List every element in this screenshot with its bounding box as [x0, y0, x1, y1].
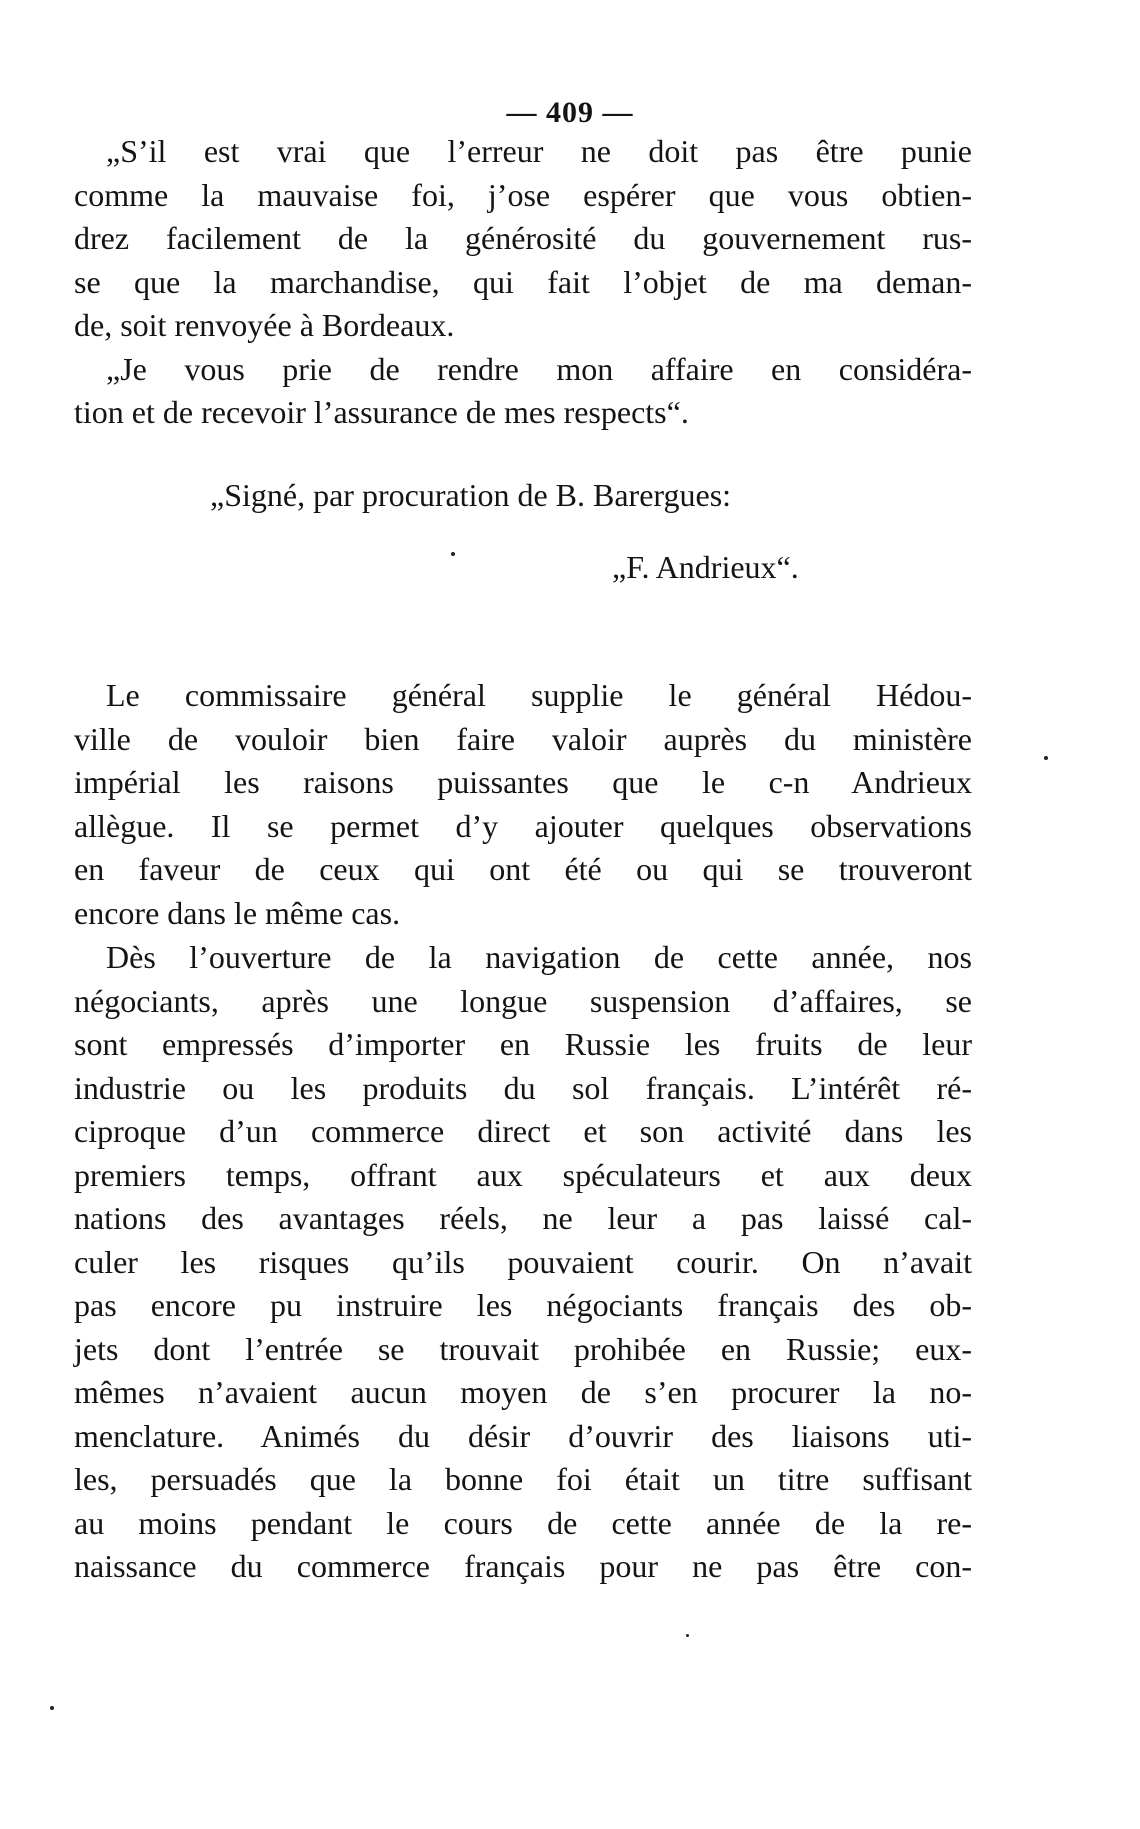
scan-speck: [451, 552, 455, 556]
text-line: en faveur de ceux qui ont été ou qui se trouveront: [74, 851, 972, 887]
signatory-name: „F. Andrieux“.: [612, 549, 799, 585]
text-line: „S’il est vrai que l’erreur ne doit pas être punie: [106, 133, 972, 169]
text-line: comme la mauvaise foi, j’ose espérer que vous obtien-: [74, 176, 972, 213]
text-line: industrie ou les produits du sol français. L’intérêt ré-: [74, 1069, 972, 1106]
text-line: pas encore pu instruire les négociants français des ob-: [74, 1287, 972, 1323]
text-line: premiers temps, offrant aux spéculateurs et aux deux: [74, 1156, 972, 1193]
text-line: nations des avantages réels, ne leur a pas laissé cal-: [74, 1200, 972, 1236]
paragraph-commissaire: [74, 674, 972, 935]
text-line: négociants, après une longue suspension d’affaires, se: [74, 982, 972, 1019]
text-line: de, soit renvoyée à Bordeaux.: [74, 307, 455, 343]
text-line: impérial les raisons puissantes que le c-n Andrieux: [74, 764, 972, 800]
text-line: ville de vouloir bien faire valoir auprès du ministère: [74, 720, 972, 757]
scan-speck: [1044, 756, 1048, 760]
paragraph-navigation: [74, 936, 972, 1589]
page-number: — 409 —: [506, 96, 634, 129]
text-line: Dès l’ouverture de la navigation de cette année, nos: [106, 939, 972, 975]
text-line: tion et de recevoir l’assurance de mes respects“.: [74, 394, 689, 430]
text-line: jets dont l’entrée se trouvait prohibée en Russie; eux-: [74, 1330, 972, 1367]
text-line: ciproque d’un commerce direct et son activité dans les: [74, 1113, 972, 1149]
text-line: Le commissaire général supplie le général Hédou-: [106, 677, 972, 713]
signature-attribution: „Signé, par procuration de B. Barergues:: [210, 477, 732, 513]
text-line: au moins pendant le cours de cette année de la re-: [74, 1504, 972, 1541]
scan-speck: [686, 1634, 689, 1637]
text-line: encore dans le même cas.: [74, 894, 401, 931]
text-line: mêmes n’avaient aucun moyen de s’en procurer la no-: [74, 1374, 972, 1410]
scan-speck: [50, 1706, 54, 1710]
text-line: se que la marchandise, qui fait l’objet de ma deman-: [74, 263, 972, 300]
text-line: sont empressés d’importer en Russie les fruits de leur: [74, 1026, 972, 1062]
text-line: allègue. Il se permet d’y ajouter quelques observations: [74, 807, 972, 844]
text-line: les, persuadés que la bonne foi était un titre suffisant: [74, 1461, 972, 1497]
text-line: menclature. Animés du désir d’ouvrir des liaisons uti-: [74, 1417, 972, 1454]
text-line: drez facilement de la générosité du gouvernement rus-: [74, 220, 972, 256]
text-line: culer les risques qu’ils pouvaient courir. On n’avait: [74, 1243, 972, 1280]
text-line: naissance du commerce français pour ne pas être con-: [74, 1548, 972, 1584]
letter-body: [74, 130, 972, 435]
text-line: „Je vous prie de rendre mon affaire en considéra-: [106, 350, 972, 387]
